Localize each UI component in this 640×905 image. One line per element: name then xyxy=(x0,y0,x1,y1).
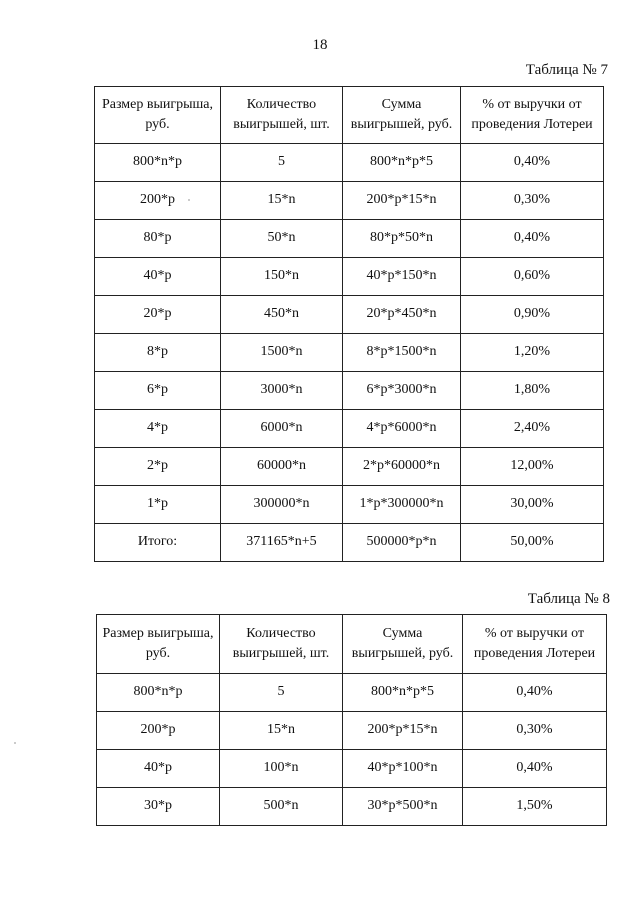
cell-prize-count: 15*n xyxy=(221,182,343,220)
cell-revenue-percent: 1,50% xyxy=(463,788,607,826)
cell-revenue-percent: 0,60% xyxy=(461,258,604,296)
table-8-body xyxy=(97,674,607,826)
cell-prize-sum: 30*p*500*n xyxy=(343,788,463,826)
cell-prize-sum: 1*p*300000*n xyxy=(343,486,461,524)
cell-prize-sum: 6*p*3000*n xyxy=(343,372,461,410)
table-row xyxy=(95,524,604,562)
header-prize-count: Количество выигрышей, шт. xyxy=(220,615,343,674)
header-prize-amount: Размер выигрыша, руб. xyxy=(95,87,221,144)
cell-revenue-percent: 0,40% xyxy=(461,220,604,258)
table-row xyxy=(97,674,607,712)
header-prize-sum: Сумма выигрышей, руб. xyxy=(343,615,463,674)
cell-prize-amount: 200*p xyxy=(97,712,220,750)
cell-prize-count: 1500*n xyxy=(221,334,343,372)
table-7-caption: Таблица № 7 xyxy=(525,62,608,78)
cell-prize-sum: 8*p*1500*n xyxy=(343,334,461,372)
cell-prize-count: 150*n xyxy=(221,258,343,296)
table-8 xyxy=(96,614,607,826)
table-row xyxy=(95,372,604,410)
cell-prize-count: 60000*n xyxy=(221,448,343,486)
cell-revenue-percent: 0,40% xyxy=(463,674,607,712)
table-row xyxy=(95,448,604,486)
cell-prize-sum: 80*p*50*n xyxy=(343,220,461,258)
cell-prize-count: 300000*n xyxy=(221,486,343,524)
table-header-row xyxy=(95,87,604,144)
table-8-caption: Таблица № 8 xyxy=(527,591,610,607)
cell-prize-amount: 80*p xyxy=(95,220,221,258)
table-row xyxy=(95,258,604,296)
cell-revenue-percent: 12,00% xyxy=(461,448,604,486)
cell-prize-count: 50*n xyxy=(221,220,343,258)
header-revenue-percent: % от выручки от проведения Лотереи xyxy=(463,615,607,674)
cell-prize-sum: 2*p*60000*n xyxy=(343,448,461,486)
header-prize-amount: Размер выигрыша, руб. xyxy=(97,615,220,674)
table-row xyxy=(95,182,604,220)
table-row xyxy=(95,144,604,182)
cell-prize-count: 15*n xyxy=(220,712,343,750)
table-row xyxy=(97,750,607,788)
cell-prize-sum: 200*p*15*n xyxy=(343,182,461,220)
cell-prize-amount: 2*p xyxy=(95,448,221,486)
cell-prize-sum: 40*p*100*n xyxy=(343,750,463,788)
cell-prize-amount: 800*n*p xyxy=(97,674,220,712)
table-row xyxy=(97,712,607,750)
cell-revenue-percent: 0,40% xyxy=(463,750,607,788)
table-7 xyxy=(94,86,604,562)
cell-revenue-percent: 0,90% xyxy=(461,296,604,334)
cell-revenue-percent: 2,40% xyxy=(461,410,604,448)
table-row xyxy=(95,334,604,372)
cell-prize-sum: 4*p*6000*n xyxy=(343,410,461,448)
cell-prize-amount: 800*n*p xyxy=(95,144,221,182)
header-prize-sum: Сумма выигрышей, руб. xyxy=(343,87,461,144)
table-header-row xyxy=(97,615,607,674)
cell-prize-count: 6000*n xyxy=(221,410,343,448)
cell-prize-amount: 1*p xyxy=(95,486,221,524)
cell-prize-amount: 8*p xyxy=(95,334,221,372)
cell-revenue-percent: 1,20% xyxy=(461,334,604,372)
cell-prize-sum: 800*n*p*5 xyxy=(343,674,463,712)
cell-prize-amount: 20*p xyxy=(95,296,221,334)
cell-prize-count: 371165*n+5 xyxy=(221,524,343,562)
cell-prize-amount: Итого: xyxy=(95,524,221,562)
cell-prize-count: 500*n xyxy=(220,788,343,826)
table-row xyxy=(95,296,604,334)
cell-prize-amount: 40*p xyxy=(95,258,221,296)
cell-prize-sum: 20*p*450*n xyxy=(343,296,461,334)
scan-speck xyxy=(14,742,16,744)
cell-prize-count: 450*n xyxy=(221,296,343,334)
cell-prize-amount: 30*p xyxy=(97,788,220,826)
cell-prize-amount: 200*p xyxy=(95,182,221,220)
cell-prize-amount: 6*p xyxy=(95,372,221,410)
cell-prize-amount: 40*p xyxy=(97,750,220,788)
cell-revenue-percent: 50,00% xyxy=(461,524,604,562)
header-revenue-percent: % от выручки от проведения Лотереи xyxy=(461,87,604,144)
cell-prize-amount: 4*p xyxy=(95,410,221,448)
cell-prize-sum: 40*p*150*n xyxy=(343,258,461,296)
cell-prize-sum: 800*n*p*5 xyxy=(343,144,461,182)
table-row xyxy=(95,486,604,524)
cell-prize-sum: 500000*p*n xyxy=(343,524,461,562)
header-prize-count: Количество выигрышей, шт. xyxy=(221,87,343,144)
table-row xyxy=(95,220,604,258)
cell-prize-count: 5 xyxy=(220,674,343,712)
cell-revenue-percent: 0,30% xyxy=(461,182,604,220)
cell-prize-count: 100*n xyxy=(220,750,343,788)
table-row xyxy=(97,788,607,826)
cell-revenue-percent: 0,40% xyxy=(461,144,604,182)
cell-prize-count: 5 xyxy=(221,144,343,182)
cell-revenue-percent: 1,80% xyxy=(461,372,604,410)
table-row xyxy=(95,410,604,448)
cell-prize-sum: 200*p*15*n xyxy=(343,712,463,750)
page-number: 18 xyxy=(312,37,328,53)
cell-prize-count: 3000*n xyxy=(221,372,343,410)
cell-revenue-percent: 0,30% xyxy=(463,712,607,750)
cell-revenue-percent: 30,00% xyxy=(461,486,604,524)
scan-speck xyxy=(188,199,190,201)
table-7-body xyxy=(95,144,604,562)
